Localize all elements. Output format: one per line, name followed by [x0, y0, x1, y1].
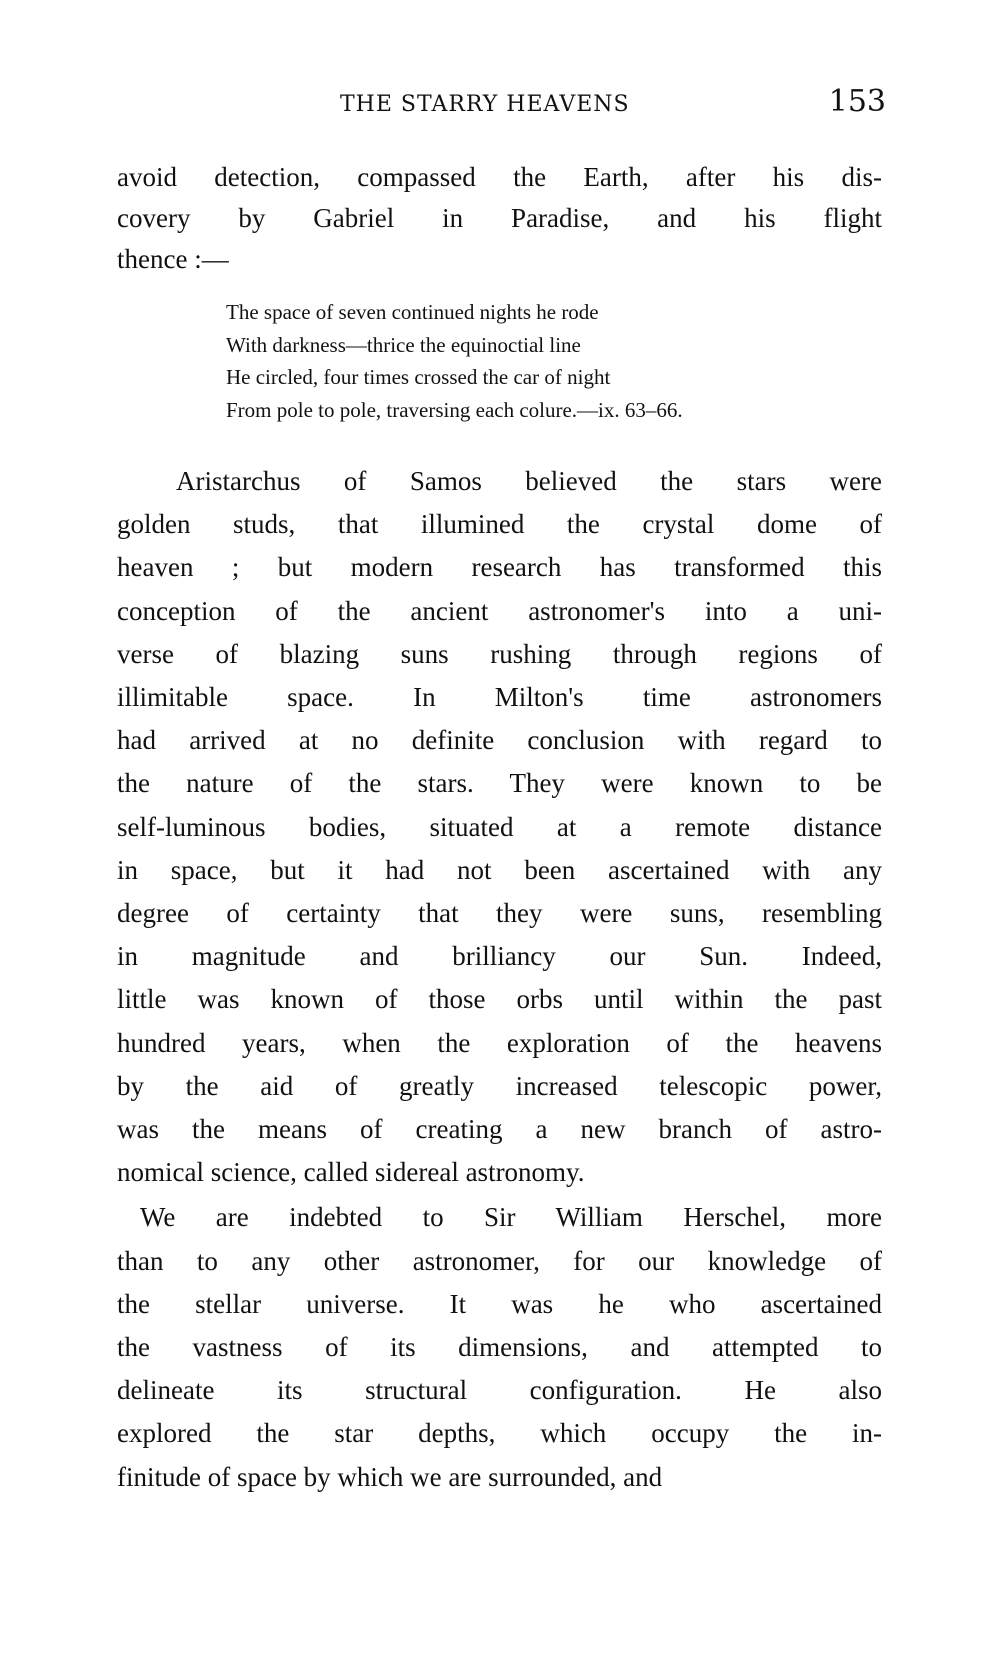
paragraph-line: in magnitude and brilliancy our Sun. Indeed, — [117, 941, 882, 972]
paragraph-line: had arrived at no definite conclusion with regard to — [117, 725, 882, 756]
paragraph-line: the vastness of its dimensions, and attempted to — [117, 1332, 882, 1362]
paragraph-line: than to any other astronomer, for our knowledge of — [117, 1245, 882, 1276]
paragraph-line: golden studs, that illumined the crystal dome of — [117, 509, 882, 540]
paragraph-line: was the means of creating a new branch of astro- — [117, 1114, 882, 1144]
paragraph-line: heaven ; but modern research has transformed this — [117, 552, 882, 583]
poem-line: With darkness—thrice the equinoctial line — [226, 332, 581, 357]
intro-line: thence :— — [117, 244, 229, 274]
poem-line: From pole to pole, traversing each colure.—ix. 63–66. — [226, 397, 683, 422]
paragraph-line: nomical science, called sidereal astronomy. — [117, 1157, 585, 1188]
running-title: THE STARRY HEAVENS — [340, 92, 630, 117]
paragraph-line: delineate its structural configuration. He also — [117, 1375, 882, 1406]
paragraph-line: explored the star depths, which occupy the in- — [117, 1418, 882, 1449]
paragraph-line: illimitable space. In Milton's time astronomers — [117, 682, 882, 712]
paragraph-line: in space, but it had not been ascertained with any — [117, 854, 882, 885]
paragraph-line: self-luminous bodies, situated at a remote distance — [117, 811, 882, 842]
page-number: 153 — [828, 84, 886, 119]
paragraph-line: Aristarchus of Samos believed the stars were — [176, 466, 882, 496]
paragraph-line: We are indebted to Sir William Herschel, more — [140, 1202, 882, 1233]
paragraph-line: conception of the ancient astronomer's into a uni- — [117, 595, 882, 626]
paragraph-line: little was known of those orbs until within the past — [117, 984, 882, 1015]
paragraph-line: the stellar universe. It was he who ascertained — [117, 1288, 882, 1319]
paragraph-line: the nature of the stars. They were known to be — [117, 768, 882, 799]
paragraph-line: degree of certainty that they were suns, resembling — [117, 898, 882, 928]
paragraph-line: by the aid of greatly increased telescopic power, — [117, 1070, 882, 1101]
intro-line: covery by Gabriel in Paradise, and his flight — [117, 203, 882, 233]
intro-line: avoid detection, compassed the Earth, after his dis- — [117, 162, 882, 192]
poem-line: The space of seven continued nights he rode — [226, 300, 599, 324]
paragraph-line: hundred years, when the exploration of the heavens — [117, 1027, 882, 1058]
poem-line: He circled, four times crossed the car of night — [226, 365, 611, 389]
paragraph-line: verse of blazing suns rushing through regions of — [117, 638, 882, 669]
paragraph-line: finitude of space by which we are surrounded, and — [117, 1461, 663, 1492]
